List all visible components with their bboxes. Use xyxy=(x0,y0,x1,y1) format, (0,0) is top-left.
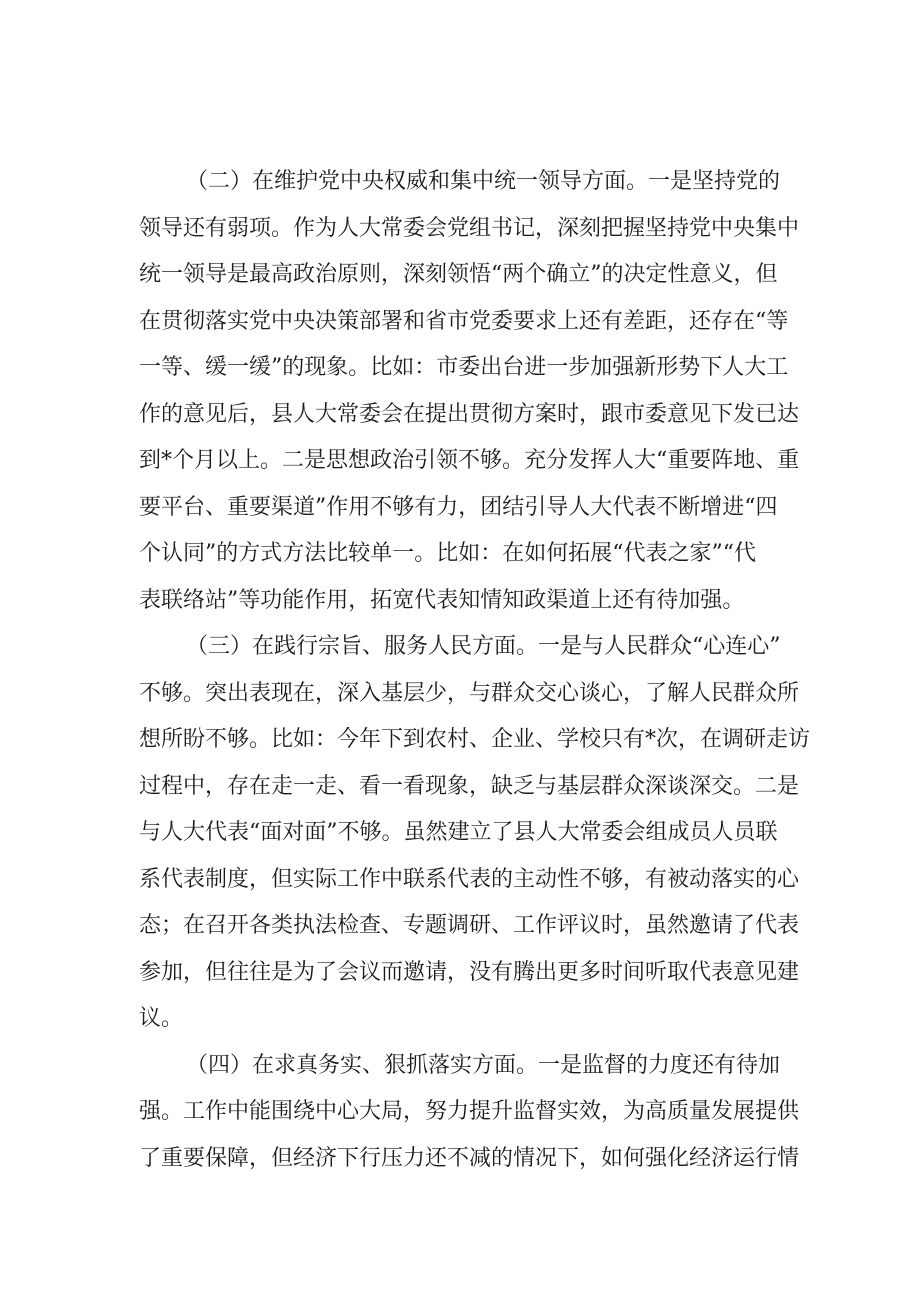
paragraph-line: 了重要保障，但经济下行压力还不减的情况下，如何强化经济运行情 xyxy=(139,1146,800,1171)
paragraph-line: 与人大代表“面对面”不够。虽然建立了县人大常委会组成员人员联 xyxy=(139,820,778,845)
paragraph-line: （三）在践行宗旨、服务人民方面。一是与人民群众“心连心” xyxy=(186,634,781,659)
paragraph-line: 议。 xyxy=(139,1006,184,1031)
paragraph-line: 不够。突出表现在，深入基层少，与群众交心谈心，了解人民群众所 xyxy=(139,681,800,706)
paragraph-line: 系代表制度，但实际工作中联系代表的主动性不够，有被动落实的心 xyxy=(139,867,800,892)
paragraph-line: 作的意见后，县人大常委会在提出贯彻方案时，跟市委意见下发已达 xyxy=(139,402,800,427)
paragraph-line: 想所盼不够。比如：今年下到农村、企业、学校只有*次，在调研走访 xyxy=(139,727,811,752)
paragraph-line: 一等、缓一缓”的现象。比如：市委出台进一步加强新形势下人大工 xyxy=(139,355,789,380)
paragraph-line: 在贯彻落实党中央决策部署和省市党委要求上还有差距，还存在“等 xyxy=(139,309,789,334)
paragraph-line: 强。工作中能围绕中心大局，努力提升监督实效，为高质量发展提供 xyxy=(139,1099,800,1124)
paragraph-line: （二）在维护党中央权威和集中统一领导方面。一是坚持党的 xyxy=(186,169,781,194)
paragraph-line: 参加，但往往是为了会议而邀请，没有腾出更多时间听取代表意见建 xyxy=(139,960,800,985)
paragraph-line: 个认同”的方式方法比较单一。比如：在如何拓展“代表之家”“代 xyxy=(139,541,756,566)
paragraph-line: 态；在召开各类执法检查、专题调研、工作评议时，虽然邀请了代表 xyxy=(139,913,800,938)
paragraph-line: 表联络站”等功能作用，拓宽代表知情知政渠道上还有待加强。 xyxy=(139,588,745,613)
paragraph-line: 到*个月以上。二是思想政治引领不够。充分发挥人大“重要阵地、重 xyxy=(139,448,800,473)
paragraph-line: 领导还有弱项。作为人大常委会党组书记，深刻把握坚持党中央集中 xyxy=(139,216,800,241)
paragraph-line: 统一领导是最高政治原则，深刻领悟“两个确立”的决定性意义，但 xyxy=(139,262,778,287)
paragraph-line: （四）在求真务实、狠抓落实方面。一是监督的力度还有待加 xyxy=(186,1053,781,1078)
paragraph-line: 要平台、重要渠道”作用不够有力，团结引导人大代表不断增进“四 xyxy=(139,495,778,520)
paragraph-line: 过程中，存在走一走、看一看现象，缺乏与基层群众深谈深交。二是 xyxy=(139,774,800,799)
